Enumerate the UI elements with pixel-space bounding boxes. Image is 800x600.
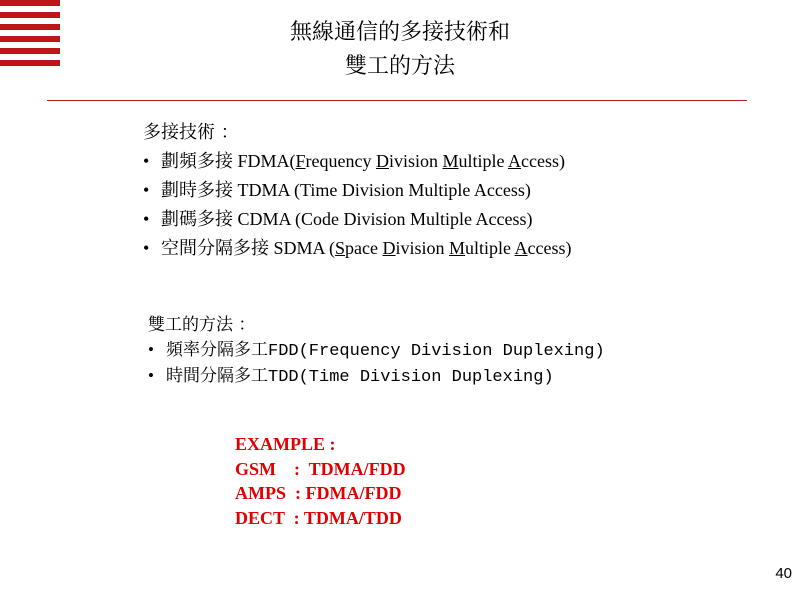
example-row: GSM : TDMA/FDD [235,458,406,479]
slide-title-line2: 雙工的方法 [344,54,455,79]
list-item: • 劃時多接 TDMA (Time Division Multiple Access) [143,180,531,201]
page-number: 40 [775,565,792,582]
slide-title-line1: 無線通信的多接技術和 [289,20,510,45]
multiple-access-section [143,118,572,263]
example-block [235,432,406,530]
stripe [0,0,60,6]
duplexing-section [148,313,605,391]
example-row: AMPS : FDMA/FDD [235,483,402,503]
list-item: • 時間分隔多工TDD(Time Division Duplexing) [148,366,554,387]
list-item: • 頻率分隔多工FDD(Frequency Division Duplexing) [148,339,605,361]
example-heading: EXAMPLE : [235,434,336,454]
title-divider [47,100,747,101]
example-row: DECT : TDMA/TDD [235,507,402,528]
list-item: • 劃頻多接 FDMA(Frequency Division Multiple Access) [143,151,566,172]
section-heading: 雙工的方法 ： [148,315,256,335]
list-item: • 空間分隔多接 SDMA (Space Division Multiple Access) [143,238,572,259]
list-item: • 劃碼多接 CDMA (Code Division Multiple Access) [143,209,533,230]
section-heading: 多接技術 ： [143,122,239,143]
